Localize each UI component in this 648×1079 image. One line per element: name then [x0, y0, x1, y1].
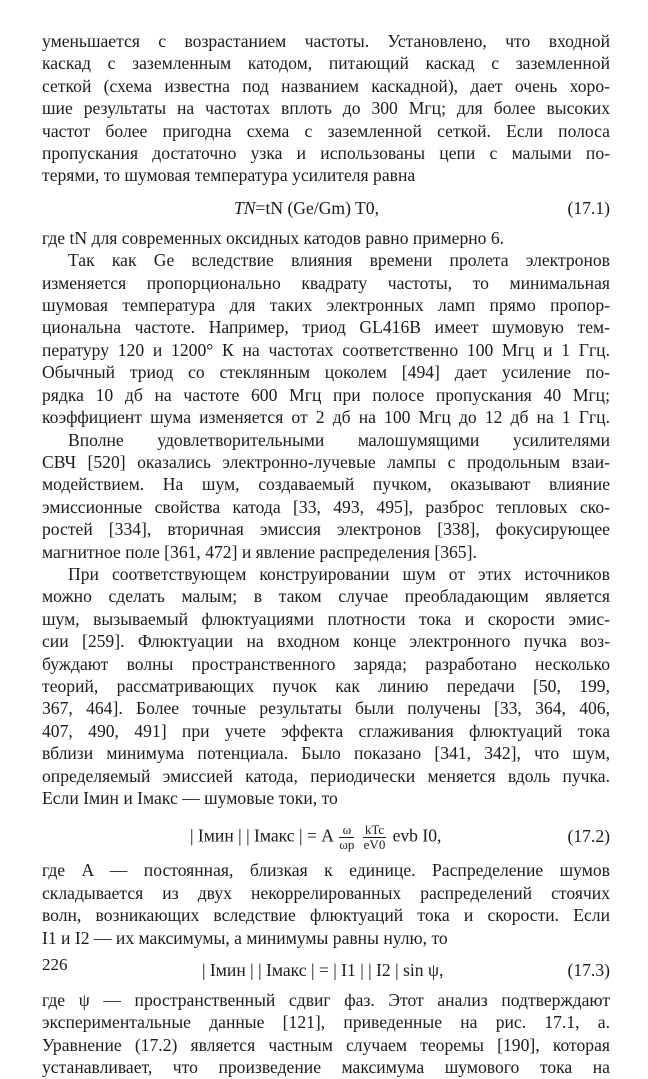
page-number: 226: [42, 955, 68, 974]
text-line: теорий, рассматривающих пучок как линию передачи [50, 199,: [42, 675, 610, 696]
eq2-frac2-den: eV0: [363, 837, 386, 853]
text-line: При соответствующем конструировании шум от этих источников: [68, 563, 610, 584]
text-line: СВЧ [520] оказались электронно-лучевые лампы с продольным взаи-: [42, 451, 610, 472]
text-line: модействием. На шум, создаваемый пучком, оказывают влияние: [42, 474, 610, 495]
text-line: где A — постоянная, близкая к единице. Распределение шумов: [42, 860, 610, 881]
text-line: Если Iмин и Iмакс — шумовые токи, то: [42, 788, 338, 808]
equation-number: (17.3): [567, 960, 610, 981]
equation-number: (17.1): [567, 197, 610, 218]
text-line: вблизи минимума потенциала. Было показано [341, 342], что шум,: [42, 743, 610, 764]
eq2-tail: evb I0,: [392, 825, 442, 846]
eq2-frac-omega: [339, 823, 354, 852]
paragraph-1: [42, 30, 610, 187]
text-line: коэффициент шума изменяется от 2 дб на 100 Мгц до 12 дб на 1 Ггц.: [42, 407, 610, 428]
equation-17-2-body: [190, 823, 441, 852]
text-line: буждают волны пространственного заряда; разработано несколько: [42, 653, 610, 674]
text-line: сии [259]. Флюктуации на входном конце электронного пучка воз-: [42, 631, 610, 652]
eq2-frac-kt: [363, 823, 386, 852]
text-line: изменяется пропорционально квадрату частоты, то минимальная: [42, 272, 610, 293]
text-line: каскад с заземленным катодом, питающий каскад с заземленной: [42, 53, 610, 74]
text-line: можно сделать малым; в таком случае преобладающим является: [42, 586, 610, 607]
text-line: Уравнение (17.2) является частным случаем теоремы [190], которая: [42, 1034, 610, 1055]
text-line: терями, то шумовая температура усилителя равна: [42, 165, 416, 186]
text-line: I1 и I2 — их максимумы, а минимумы равны нулю, то: [42, 927, 448, 948]
paragraph-2: [42, 227, 610, 249]
text-line: где tN для современных оксидных катодов равно примерно 6.: [42, 227, 505, 248]
text-line: уменьшается с возрастанием частоты. Установлено, что входной: [42, 31, 610, 51]
paragraph-3: [42, 249, 610, 428]
text-line: Так как Ge вследствие влияния времени пролета электронов: [68, 250, 610, 271]
equation-17-3: [42, 955, 610, 985]
text-line: рядка 10 дб на частоте 600 Мгц при полосе пропускания 40 Мгц;: [42, 384, 610, 405]
text-line: где ψ — пространственный сдвиг фаз. Этот анализ подтверждают: [42, 990, 610, 1011]
text-line: магнитное поле [361, 472] и явление распределения [365].: [42, 541, 477, 562]
equation-number: (17.2): [567, 826, 610, 847]
eq1-lhs: TN: [234, 197, 256, 218]
equation-17-1-body: [234, 197, 379, 219]
eq2-lhs: | Iмин | | Iмакс | = A: [190, 825, 333, 846]
text-line: эмиссионные свойства катода [33, 493, 495], разброс тепловых ско-: [42, 496, 610, 517]
eq2-frac2-num: kTc: [364, 822, 385, 838]
text-line: экспериментальные данные [121], приведенные на рис. 17.1, а.: [42, 1012, 610, 1033]
eq2-frac1-num: ω: [339, 823, 354, 838]
text-line: пературу 120 и 1200° К на частотах соответственно 100 Мгц и 1 Ггц.: [42, 339, 610, 360]
eq3-body: | Iмин | | Iмакс | = | I1 | | I2 | sin ψ,: [202, 960, 444, 981]
text-line: устанавливает, что произведение максимума шумового тока на: [42, 1057, 610, 1078]
text-line: 367, 464]. Более точные результаты были получены [33, 364, 406,: [42, 698, 610, 719]
text-line: пропускания достаточно узка и использованы цепи с малыми по-: [42, 143, 610, 164]
text-line: частот более пригодна схема с заземленной сеткой. Если полоса: [42, 120, 610, 141]
equation-17-1: [42, 193, 610, 223]
text-line: Вполне удовлетворительными малошумящими усилителями: [68, 429, 610, 450]
text-line: складывается из двух некоррелированных распределений стоячих: [42, 882, 610, 903]
text-line: 407, 490, 491] при учете эффекта сглаживания флюктуаций тока: [42, 720, 610, 741]
text-line: ростей [334], вторичная эмиссия электронов [338], фокусирующее: [42, 519, 610, 540]
text-line: шум, вызываемый флюктуациями плотности тока и скорости эмис-: [42, 608, 610, 629]
eq2-frac1-den: ωp: [339, 837, 355, 853]
eq1-rhs: =tN (Ge/Gm) T0,: [255, 197, 379, 218]
paragraph-6: [42, 859, 610, 949]
equation-17-2: [42, 815, 610, 855]
paragraph-4: [42, 429, 610, 563]
text-line: шумовая температура для таких электронных ламп прямо пропор-: [42, 295, 610, 316]
paragraph-7: [42, 989, 610, 1079]
text-line: определяемый эмиссией катода, периодически меняется вдоль пучка.: [42, 765, 610, 786]
text-line: шие результаты на частотах вплоть до 300 Мгц; для более высоких: [42, 98, 610, 119]
text-line: волн, возникающих вследствие флюктуаций тока и скорости. Если: [42, 905, 610, 926]
text-line: Обычный триод со стеклянным цоколем [494] дает усиление по-: [42, 362, 610, 383]
text-line: циональна частоте. Например, триод GL416B имеет шумовую тем-: [42, 317, 610, 338]
text-line: сеткой (схема известна под названием каскадной), дает очень хоро-: [42, 75, 610, 96]
paragraph-5: [42, 563, 610, 809]
